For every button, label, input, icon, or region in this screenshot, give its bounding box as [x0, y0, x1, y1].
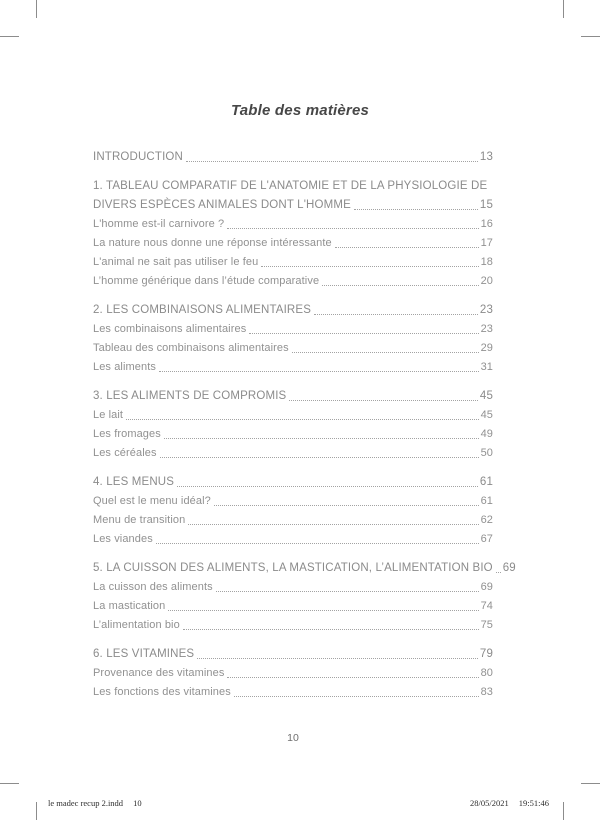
toc-entry-page-number: 69 [502, 562, 516, 574]
toc-entry [93, 148, 493, 167]
crop-mark-bottom-left-vertical [36, 802, 37, 820]
toc-entry-label: 3. LES ALIMENTS DE COMPROMIS [93, 390, 287, 402]
toc-entry-label: 1. TABLEAU COMPARATIF DE L'ANATOMIE ET DE LA PHYSIOLOGIE DE [93, 180, 488, 192]
crop-mark-top-left-horizontal [0, 36, 19, 37]
toc-dot-leader [186, 161, 478, 162]
toc-dot-leader [214, 505, 479, 506]
toc-dot-leader [188, 524, 478, 525]
toc-entry [93, 511, 493, 530]
toc-entry [93, 406, 493, 425]
toc-entry [93, 196, 493, 215]
toc-entry-label: Menu de transition [93, 514, 186, 526]
crop-mark-bottom-left-horizontal [0, 783, 19, 784]
toc-entry-page-number: 50 [480, 447, 493, 459]
toc-dot-leader [159, 371, 479, 372]
toc-entry [93, 616, 493, 635]
toc-entry [93, 301, 493, 320]
toc-entry [93, 664, 493, 683]
toc-entry-label: 6. LES VITAMINES [93, 648, 195, 660]
toc-entry-label: 5. LA CUISSON DES ALIMENTS, LA MASTICATION, L’ALIMENTATION BIO [93, 562, 493, 574]
toc-entry-label: INTRODUCTION [93, 151, 183, 163]
slug-timestamp [470, 798, 549, 808]
toc-entry-label: DIVERS ESPÈCES ANIMALES DONT L'HOMME [93, 199, 351, 211]
toc-entry [93, 177, 493, 196]
toc-entry-page-number: 74 [480, 600, 493, 612]
toc-entry-page-number: 83 [480, 686, 493, 698]
toc-entry-page-number: 75 [480, 619, 493, 631]
toc-entry-label: Tableau des combinaisons alimentaires [93, 342, 289, 354]
toc-dot-leader [234, 696, 479, 697]
toc-entry-page-number: 80 [480, 667, 493, 679]
toc-entry-page-number: 61 [480, 495, 493, 507]
toc-dot-leader [160, 457, 479, 458]
toc-entry-page-number: 29 [480, 342, 493, 354]
toc-entry [93, 559, 516, 578]
toc-entry [93, 530, 493, 549]
toc-entry-label: Quel est le menu idéal? [93, 495, 211, 507]
toc-entry [93, 578, 493, 597]
toc-dot-leader [335, 247, 479, 248]
toc-entry-page-number: 31 [480, 361, 493, 373]
toc-entry-label: Provenance des vitamines [93, 667, 225, 679]
toc-entry-label: Les viandes [93, 533, 153, 545]
toc-entry-label: Les fromages [93, 428, 161, 440]
slug-file-info [48, 798, 142, 808]
toc-entry-page-number: 69 [480, 581, 493, 593]
toc-entry-page-number: 67 [480, 533, 493, 545]
toc-entry-page-number: 23 [480, 323, 493, 335]
toc-entry-label: Le lait [93, 409, 124, 421]
toc-entry [93, 387, 493, 406]
crop-mark-top-left-vertical [36, 0, 37, 18]
toc-dot-leader [289, 400, 478, 401]
toc-entry [93, 320, 493, 339]
toc-entry-label: L'homme est-il carnivore ? [93, 218, 225, 230]
toc-dot-leader [496, 572, 501, 573]
toc-entry-page-number: 79 [479, 648, 493, 660]
page-number: 10 [287, 732, 299, 744]
toc-entry-label: 2. LES COMBINAISONS ALIMENTAIRES [93, 304, 312, 316]
slug-date: 28/05/2021 [470, 798, 509, 808]
toc-entry-label: Les fonctions des vitamines [93, 686, 231, 698]
toc-entry-page-number: 16 [480, 218, 493, 230]
slug-file-page: 10 [133, 798, 142, 808]
toc-dot-leader [168, 610, 478, 611]
toc-dot-leader [261, 266, 478, 267]
toc-dot-leader [216, 591, 479, 592]
toc-entry-label: La mastication [93, 600, 166, 612]
slug-time: 19:51:46 [518, 798, 549, 808]
toc-entry-label: 4. LES MENUS [93, 476, 175, 488]
toc-entry-page-number: 45 [480, 409, 493, 421]
crop-mark-top-right-vertical [563, 0, 564, 18]
toc-dot-leader [227, 677, 478, 678]
slug-file-name: le madec recup 2.indd [48, 798, 124, 808]
toc-entry-page-number: 61 [479, 476, 493, 488]
toc-entry [93, 358, 493, 377]
toc-entry-page-number: 15 [479, 199, 493, 211]
toc-entry [93, 234, 493, 253]
toc-entry-page-number: 13 [479, 151, 493, 163]
toc-dot-leader [183, 629, 479, 630]
toc-entry-page-number: 45 [479, 390, 493, 402]
toc-entry-page-number: 62 [480, 514, 493, 526]
toc-entry [93, 492, 493, 511]
toc-entry-label: Les combinaisons alimentaires [93, 323, 247, 335]
toc-entry-label: L'animal ne sait pas utiliser le feu [93, 256, 259, 268]
toc-entry-label: La cuisson des aliments [93, 581, 213, 593]
crop-mark-top-right-horizontal [581, 36, 600, 37]
toc-entry-label: Les céréales [93, 447, 157, 459]
toc-entry-label: Les aliments [93, 361, 156, 373]
page-title: Table des matières [230, 102, 370, 119]
toc-entry [93, 473, 493, 492]
toc-dot-leader [177, 486, 478, 487]
toc-entry [93, 339, 493, 358]
toc-entry [93, 253, 493, 272]
toc-entry [93, 444, 493, 463]
toc-dot-leader [164, 438, 479, 439]
crop-mark-bottom-right-horizontal [581, 783, 600, 784]
toc-dot-leader [354, 209, 478, 210]
toc-entry-page-number: 23 [479, 304, 493, 316]
toc-dot-leader [156, 543, 479, 544]
crop-mark-bottom-right-vertical [563, 802, 564, 820]
toc-dot-leader [292, 352, 479, 353]
toc-entry [93, 683, 493, 702]
toc-entry [93, 215, 493, 234]
toc-entry [93, 597, 493, 616]
toc-dot-leader [249, 333, 478, 334]
toc-entry-label: L’homme générique dans l’étude comparative [93, 275, 320, 287]
toc-entry-page-number: 20 [480, 275, 493, 287]
toc-dot-leader [126, 419, 479, 420]
toc-entry-label: L’alimentation bio [93, 619, 180, 631]
toc-entry-page-number: 49 [480, 428, 493, 440]
toc-entry-page-number: 17 [480, 237, 493, 249]
toc-entry [93, 272, 493, 291]
toc-dot-leader [314, 314, 478, 315]
toc-dot-leader [322, 285, 478, 286]
toc-dot-leader [227, 228, 478, 229]
toc-entry-page-number: 18 [480, 256, 493, 268]
toc-entry-label: La nature nous donne une réponse intéressante [93, 237, 332, 249]
toc-dot-leader [197, 658, 478, 659]
toc-list [93, 148, 516, 702]
toc-entry [93, 425, 493, 444]
toc-entry [93, 645, 493, 664]
